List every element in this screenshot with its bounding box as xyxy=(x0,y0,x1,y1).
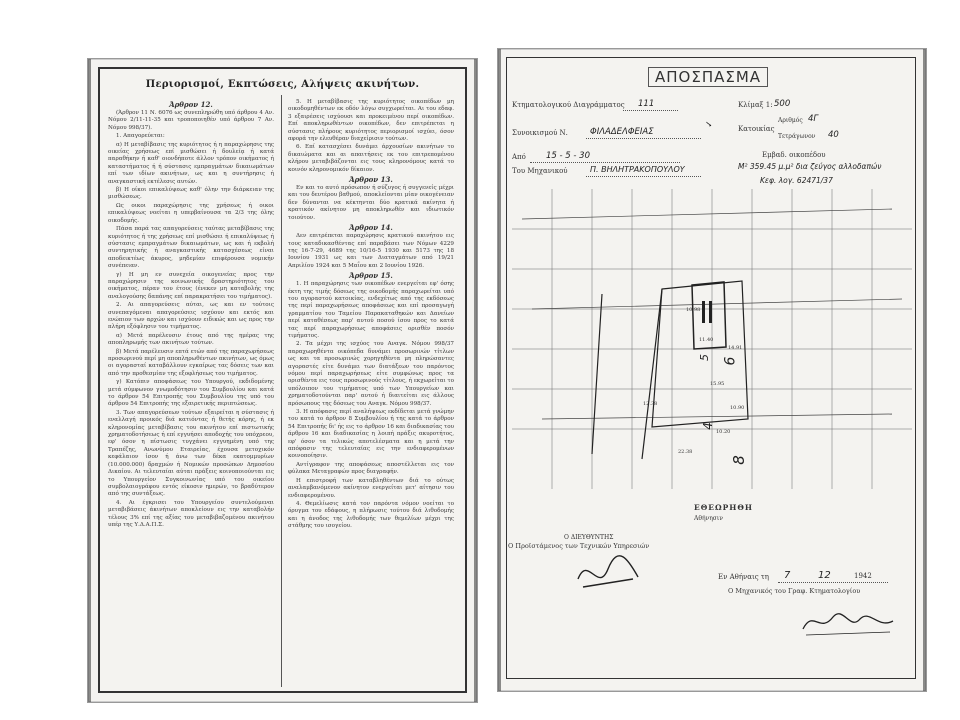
left-document-page xyxy=(87,58,478,703)
paragraph: 3. Η απόφασις περί αναλήψεως εκδίδεται μετά γνώμην του κατά το άρθρον 8 Συμβουλίου ή της κατά το άρθρον 54 Επιτροπής δι' ής εις το άρθρον 16 και διαδικασίας του άρθρου 16 και διαδικασίας η λοιπή πράξις ακυροτήτος, εφ' όσον τα τελικώς αποτελέσματα και η μετά την απόφασιν της τελευταίας εις την ενδιαφερομένων κοινοποίησιν. xyxy=(288,409,454,460)
tetragonou-value: 40 xyxy=(828,130,839,140)
engineer-line: Ο Μηχανικός του Γραφ. Κτηματολογίου xyxy=(728,587,861,595)
arithmos-label: Αριθμός xyxy=(778,117,803,124)
plot-number: 4 xyxy=(700,422,715,430)
paragraph: 3. Των απαγορεύσεων τούτων εξαιρείται η σύστασις ή εναλλαγή προικός διά κατιόντας ή θετής κόρης, ή εκ κληρονομίας μεταβίβασις του ακινήτου επί πιστωτικής χρηματοδοτήσεως ή επί εγγυήσει αποδοχής του υπόχρεου, εφ' όσον η πίστωσις τυγχάνει εγγυημένη υπό της Τραπέζης, Ανωνύμου Εταιρείας, έχουσα μετοχικόν κεφάλαιον ίσον ή άνω των δέκα εκατομμυρίων (10.000.000) δραχμών ή Νομικών προσώπων Δημοσίου Δικαίου. Αι τελευταίαι αύται πράξεις κοινοποιούνται εις το Υπουργείον Συγκοινωνίας υπό του οικείου συμβολαιογράφου εντός είκοσιν ημερών, το βραδύτερον από της συντάξεως. xyxy=(108,409,274,498)
scan-edge-left xyxy=(88,59,91,702)
fill-line xyxy=(623,110,678,111)
paragraph: Εν και το αυτό πρόσωπον ή σύζυγος ή συγγενείς μέχρι και του δευτέρου βαθμού, αποκλείονται μίαν οικογένειαν δεν δύνανται να κέκτηνται δύο κρατικά ακίνητα ή κρατικόν ακίνητον μη αποκληρωθέν και ιδιωτικόν τοιούτον. xyxy=(288,185,454,221)
diagram-label: Κτηματολογικού Διαγράμματος xyxy=(512,101,625,109)
paragraph: γ) Η μη εν συνεχεία οικογενείας προς την παραχώρησιν της κοινωνικής δραστηριότητος του οικήματος, πέραν του έτους (ένεκεν μη καταβολής της αναλογούσης δαπάνης επί παρακρατήσει του τιμήματος). xyxy=(108,271,274,300)
paragraph: Η επιστροφή των καταβληθέντων διά το ούτως αναλαμβανόμενον ακίνητον ενεργείται μετ' αίτησιν του ενδιαφερομένου. xyxy=(288,477,454,499)
approval-sub: Αθήνησιν xyxy=(694,515,723,522)
left-column xyxy=(108,99,274,689)
synoikismos-label: Συνοικισμού Ν. xyxy=(512,129,568,137)
paragraph: 5. Η μεταβίβασις της κυριότητος οικοπέδων μη οικοδομηθέντων εκ οδόν λόγω συγχωρείται. Αι του εδαφ. 3 εξαιρέσεις ισχύουσι και προκειμένου περί οικοπέδων. Επί αποκληρωθέντων οικοπέδων, δεν επιτρέπεται η σύστασις πλήρους κυριότητος περιορισμοί ισχύει, όσον αφορά την ελευθέραν διαχείρισιν τούτων. xyxy=(288,99,454,143)
klimax-value: 500 xyxy=(774,99,791,109)
paragraph: 1. Η παραχώρησις των οικοπέδων ενεργείται εφ' όσης έκτη της τιμής δόσεως της οικοδομής παραχωρείται υπό του αγοραστού κατοικίας, ενδεχέτως από της εκδόσεως της περί παραχωρήσεως αποφάσεως και επί προσαγωγή γραμματίου του Ταμείου Παρακαταθηκών και Δανείων περί καταθέσεως παρ' αυτού ποσού ίσου προς το κατά τας περί παραχωρήσεως αποφάσεις ορισθέν ποσόν τιμήματος. xyxy=(288,281,454,339)
scan-edge-left xyxy=(498,49,501,691)
paragraph: 2. Τα μέχρι της ισχύος του Αναγκ. Νόμου 998/37 παραχωρηθέντα οικόπεδα δυνάμει προσωρινών τίτλων ως και τα προσωρινώς χορηγηθέντα μη πληρώσαντες αγοραστές είτε δυνάμει των διατάξεων του παρόντος νόμου περί παραχωρήσεως είτε συμφώνως προς τα ορισθέντα εις τους προσωρινούς τίτλους, ή εκχωρείται το υπόλοιπον του τιμήματος υπό των Υπουργείων και χρηματοδοτούνται παρ' αυτού ή διαιτείται εις άλλους πρόσωπους της δόσεως του Αναγκ. Νόμου 998/37. xyxy=(288,341,454,407)
michanikos-label: Του Μηχανικού xyxy=(512,167,568,175)
paragraph: Αντίγραφον της αποφάσεως αποστέλλεται εις τον φύλακα Μεταγραφών προς διαγραφήν. xyxy=(288,461,454,476)
article-title: Άρθρον 12. xyxy=(169,100,213,109)
plan-dimension: 22.38 xyxy=(678,449,693,455)
plot-number: 5 xyxy=(698,354,711,361)
article-title: Άρθρον 13. xyxy=(349,175,393,185)
paragraph: 4. Θεμελίωσις κατά τον παρόντα νόμον νοείται το όρυγμα του εδάφους, η πλήρωσις τούτου διά λιθοδομής και η άνοδος της λιθοδομής των θεμελίων μέχρι της στάθμης του ισογείου. xyxy=(288,500,454,530)
right-column xyxy=(288,99,454,689)
paragraph: (Άρθρον 11 Ν. 6076 ως συνεπληρώθη υπό άρθρου 4 Αν. Νόμου 2/11-11-35 και τροποποιηθέν υπό άρθρου 7 Αν. Νόμου 998/37). xyxy=(108,110,274,131)
paragraph: 6. Επί κατασχέσει δυνάμει άρχουσίων ακινήτων το δικαιώματα και αι απαιτήσεις εκ του επιτρεπομένου κλήρου μεταβιβάζονται εις τους κληρονόμους κατά το κοινόν κληρονομικόν δίκαιον. xyxy=(288,144,454,173)
tetragonou-label: Τετράγωνον xyxy=(778,133,816,140)
director-title: Ο ΔΙΕΥΘΥΝΤΗΣ xyxy=(564,534,614,541)
column-divider xyxy=(281,95,282,687)
fill-line xyxy=(778,582,888,583)
plan-dimension: 11.40 xyxy=(699,337,714,343)
director-signature xyxy=(568,549,648,599)
page-header: Περιορισμοί, Εκπτώσεις, Αλήψεις ακινήτων. xyxy=(145,79,420,90)
emvadon-value: Μ² 359.45 μ.μ² δια ζεύγος αλλοδαπών xyxy=(738,162,882,171)
plan-dimension: 12.38 xyxy=(643,401,658,407)
emvadon-label: Εμβαδ. οικοπέδου xyxy=(762,151,826,159)
paragraph: Πάσα παρά τας απαγορεύσεις ταύτας μεταβίβασις της κυριότητος ή της χρήσεως επί μισθώσει ή επικαλύψεως ή σύστασις εμπραγμάτων δικαιωμάτων, ως και ή εκβολή συντηρητικής ή αναγκαστικής κατασχέσεως είναι αποδεικτέως άκυρος, μηδεμίαν επιφέρουσα νομικήν συνέπειαν. xyxy=(108,226,274,270)
article-title: Άρθρον 15. xyxy=(349,271,393,281)
synoikismos-value: ΦΙΛΑΔΕΛΦΕΙΑΣ xyxy=(590,127,654,137)
paragraph: α) Μετά παρέλευσιν έτους από της ημέρας της αποπληρωμής των ακινήτων τούτων. xyxy=(108,332,274,347)
date-prefix: Εν Αθήναις τη xyxy=(718,573,769,581)
approval-label: ΕΘΕΩΡΗΘΗ xyxy=(694,503,753,512)
paragraph: Ως οικοι παραχώρησις της χρήσεως ή οικοι επικαλύψεως νοείται η υπερβαίνουσα τα 2/3 της όλης οικοδομής. xyxy=(108,202,274,224)
date-year: 1942 xyxy=(854,572,872,580)
engineer-signature xyxy=(798,599,898,644)
diagram-value: 111 xyxy=(638,99,655,109)
paragraph: β) Η οίκοι επικαλύψεως καθ' όλην την διάρκειαν της μισθώσεως. xyxy=(108,187,274,201)
paragraph: α) Η μεταβίβασις της κυριότητος ή η παραχώρησις της οικείας χρήσεως επί μισθώσει ή δουλείᾳ ή κατά παραθήκην ή καθ' οιονδήποτε άλλον τρόπον οικήματος ή καταστήματος ή ή σύστασις εμπραγμάτων δικαιωμάτων επί των ιδίων ακινήτων, ως και η συντήρησις ή αναγκαστική εκτέλεσις αυτών. xyxy=(108,141,274,185)
klimax-label: Κλίμαξ 1: xyxy=(738,101,773,109)
kathestos-value: Κεφ. λογ. 62471/37 xyxy=(760,176,833,185)
plan-dimension: 14.91 xyxy=(728,345,743,351)
plan-dimension: 10.90 xyxy=(730,405,745,411)
article-title: Άρθρον 14. xyxy=(349,223,393,233)
plan-dimension: 10.98 xyxy=(686,307,701,313)
arithmos-value: 4Γ xyxy=(808,114,819,124)
apo-label: Από xyxy=(512,153,526,161)
fill-line xyxy=(530,162,680,163)
director-sub: Ο Προϊστάμενος των Τεχνικών Υπηρεσιών xyxy=(508,542,650,550)
paragraph: 1. Απαγορεύεται: xyxy=(116,133,165,140)
fill-line xyxy=(586,138,701,139)
scan-edge-right xyxy=(474,59,477,702)
plot-number: 6 xyxy=(722,356,739,366)
fill-line xyxy=(586,176,701,177)
date-month: 12 xyxy=(818,570,831,581)
paragraph: γ) Κατόπιν αποφάσεως του Υπουργού, εκδιδομένης μετά σύμφωνον γνωμοδότησιν του Συμβουλίου και κατά το άρθρον 54 Επιτροπής του Συμβουλίου της υπό του άρθρου 54 Επιτροπής της εξαιρετικής περιπτώσεως. xyxy=(108,379,274,408)
plan-dimension: 15.95 xyxy=(710,381,725,387)
apo-value: 15 - 5 - 30 xyxy=(546,151,590,161)
plan-dimension: 10.20 xyxy=(716,429,731,435)
paragraph: 4. Αι έγκρισει του Υπουργείου συντελούμεναι μεταβιβάσεις άκινήτων αποκλείουν εις την καταβολήν τέλους 3% επί της αξίας του μεταβιβαζομένου ακινήτου υπέρ της Υ.Δ.Α.Π.Σ. xyxy=(108,499,274,528)
margin-annotation: ✓ xyxy=(704,120,715,128)
paragraph: β) Μετά παρέλευσιν επτά ετών από της παραχωρήσεως προσωρινού περί μη αποπληρωθέντων ακινήτων, ως όμως οι αγορασταί καταβάλλουν εγκαίρως τας δόσεις των και από την προθεσμίαν της εξοφλήσεως του τιμήματος. xyxy=(108,348,274,377)
document-title: ΑΠΟΣΠΑΣΜΑ xyxy=(648,67,768,87)
katoikias-label: Κατοικίας xyxy=(738,125,775,133)
michanikos-value: Π. ΒΗΛΗΤΡΑΚΟΠΟΥΛΟΥ xyxy=(590,165,685,174)
paragraph: Δεν επιτρέπεται παραχώρησις κρατικού ακινήτου εις τους καταδικασθέντας επί παραβάσει των Νόμων 4229 της 16-7-29, 4689 της 10/16-5 1930 και 5173 της 18 Ιουνίου 1931 ως και των Διαταγμάτων από 19/21 Απριλίου 1924 και 5 Μαΐου και 2 Ιουνίου 1926. xyxy=(288,233,454,269)
scan-edge-right xyxy=(923,49,926,691)
plot-number: 8 xyxy=(729,455,748,465)
right-document-page xyxy=(497,48,927,692)
paragraph: 2. Αι απαγορεύσεις αύται, ως και εν τούτοις συνεπαγόμεναι απαγορεύσεις ισχύουν και εκτός και ενώπιον των αρχών και ισχύουν ειδικώς και ως προς την πλήρη εξόφλησιν του τιμήματος. xyxy=(108,302,274,331)
date-day: 7 xyxy=(784,570,791,581)
